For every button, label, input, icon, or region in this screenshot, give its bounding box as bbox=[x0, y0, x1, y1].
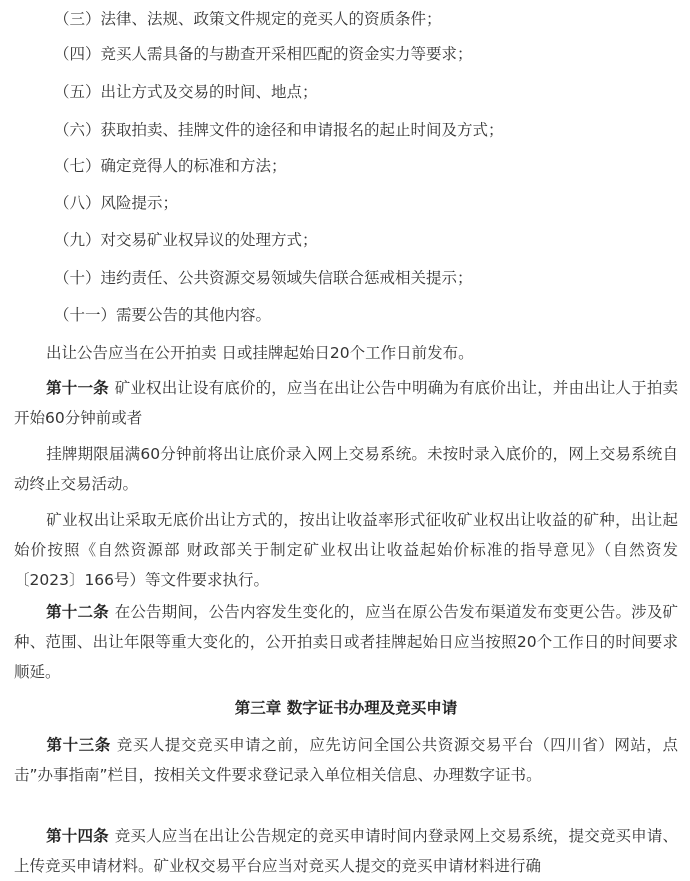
list-item-8: （八）风险提示； bbox=[54, 194, 179, 212]
article-number: 第十二条 bbox=[46, 603, 109, 621]
article-text: 在公告期间，公告内容发生变化的，应当在原公告发布渠道发布变更公告。涉及矿种、范围、出让年限等重大变化的，公开拍卖日或者挂牌起始日应当按照20个工作日的时间要求顺延。 bbox=[14, 603, 678, 681]
list-item-5: （五）出让方式及交易的时间、地点； bbox=[54, 83, 318, 101]
list-item-6: （六）获取拍卖、挂牌文件的途径和申请报名的起止时间及方式； bbox=[54, 121, 504, 139]
paragraph-text: 矿业权出让采取无底价出让方式的，按出让收益率形式征收矿业权出让收益的矿种，出让起始价按照《自然资源部 财政部关于制定矿业权出让收益起始价标准的指导意见》（自然资发〔2023〕166号）等文件要求执行。 bbox=[14, 511, 678, 589]
chapter-title: 第三章 数字证书办理及竞买申请 bbox=[234, 699, 458, 717]
article-11 bbox=[14, 373, 678, 433]
paragraph-text: 出让公告应当在公开拍卖 日或挂牌起始日20个工作日前发布。 bbox=[46, 344, 474, 362]
paragraph-publish-time bbox=[14, 338, 678, 368]
article-12 bbox=[14, 597, 678, 687]
list-item-9: （九）对交易矿业权异议的处理方式； bbox=[54, 231, 318, 249]
article-13 bbox=[14, 730, 678, 790]
paragraph-article-11-continued bbox=[14, 439, 678, 499]
list-item-11: （十一）需要公告的其他内容。 bbox=[54, 306, 272, 324]
article-number: 第十四条 bbox=[46, 827, 109, 845]
list-item-3: （三）法律、法规、政策文件规定的竞买人的资质条件； bbox=[54, 10, 442, 28]
list-item-4: （四）竞买人需具备的与勘查开采相匹配的资金实力等要求； bbox=[54, 45, 473, 63]
article-number: 第十一条 bbox=[46, 379, 109, 397]
article-text: 矿业权出让设有底价的，应当在出让公告中明确为有底价出让，并由出让人于拍卖开始60分钟前或者 bbox=[14, 379, 678, 427]
article-number: 第十三条 bbox=[46, 736, 111, 754]
paragraph-text: 挂牌期限届满60分钟前将出让底价录入网上交易系统。未按时录入底价的，网上交易系统自动终止交易活动。 bbox=[14, 445, 678, 493]
article-14 bbox=[14, 821, 678, 881]
article-text: 竞买人应当在出让公告规定的竞买申请时间内登录网上交易系统，提交竞买申请、上传竞买申请材料。矿业权交易平台应当对竞买人提交的竞买申请材料进行确 bbox=[14, 827, 678, 875]
article-text: 竞买人提交竞买申请之前，应先访问全国公共资源交易平台（四川省）网站，点击”办事指南”栏目，按相关文件要求登记录入单位相关信息、办理数字证书。 bbox=[14, 736, 678, 784]
list-item-7: （七）确定竞得人的标准和方法； bbox=[54, 157, 287, 175]
list-item-10: （十）违约责任、公共资源交易领域失信联合惩戒相关提示； bbox=[54, 269, 473, 287]
paragraph-no-reserve-price bbox=[14, 505, 678, 595]
